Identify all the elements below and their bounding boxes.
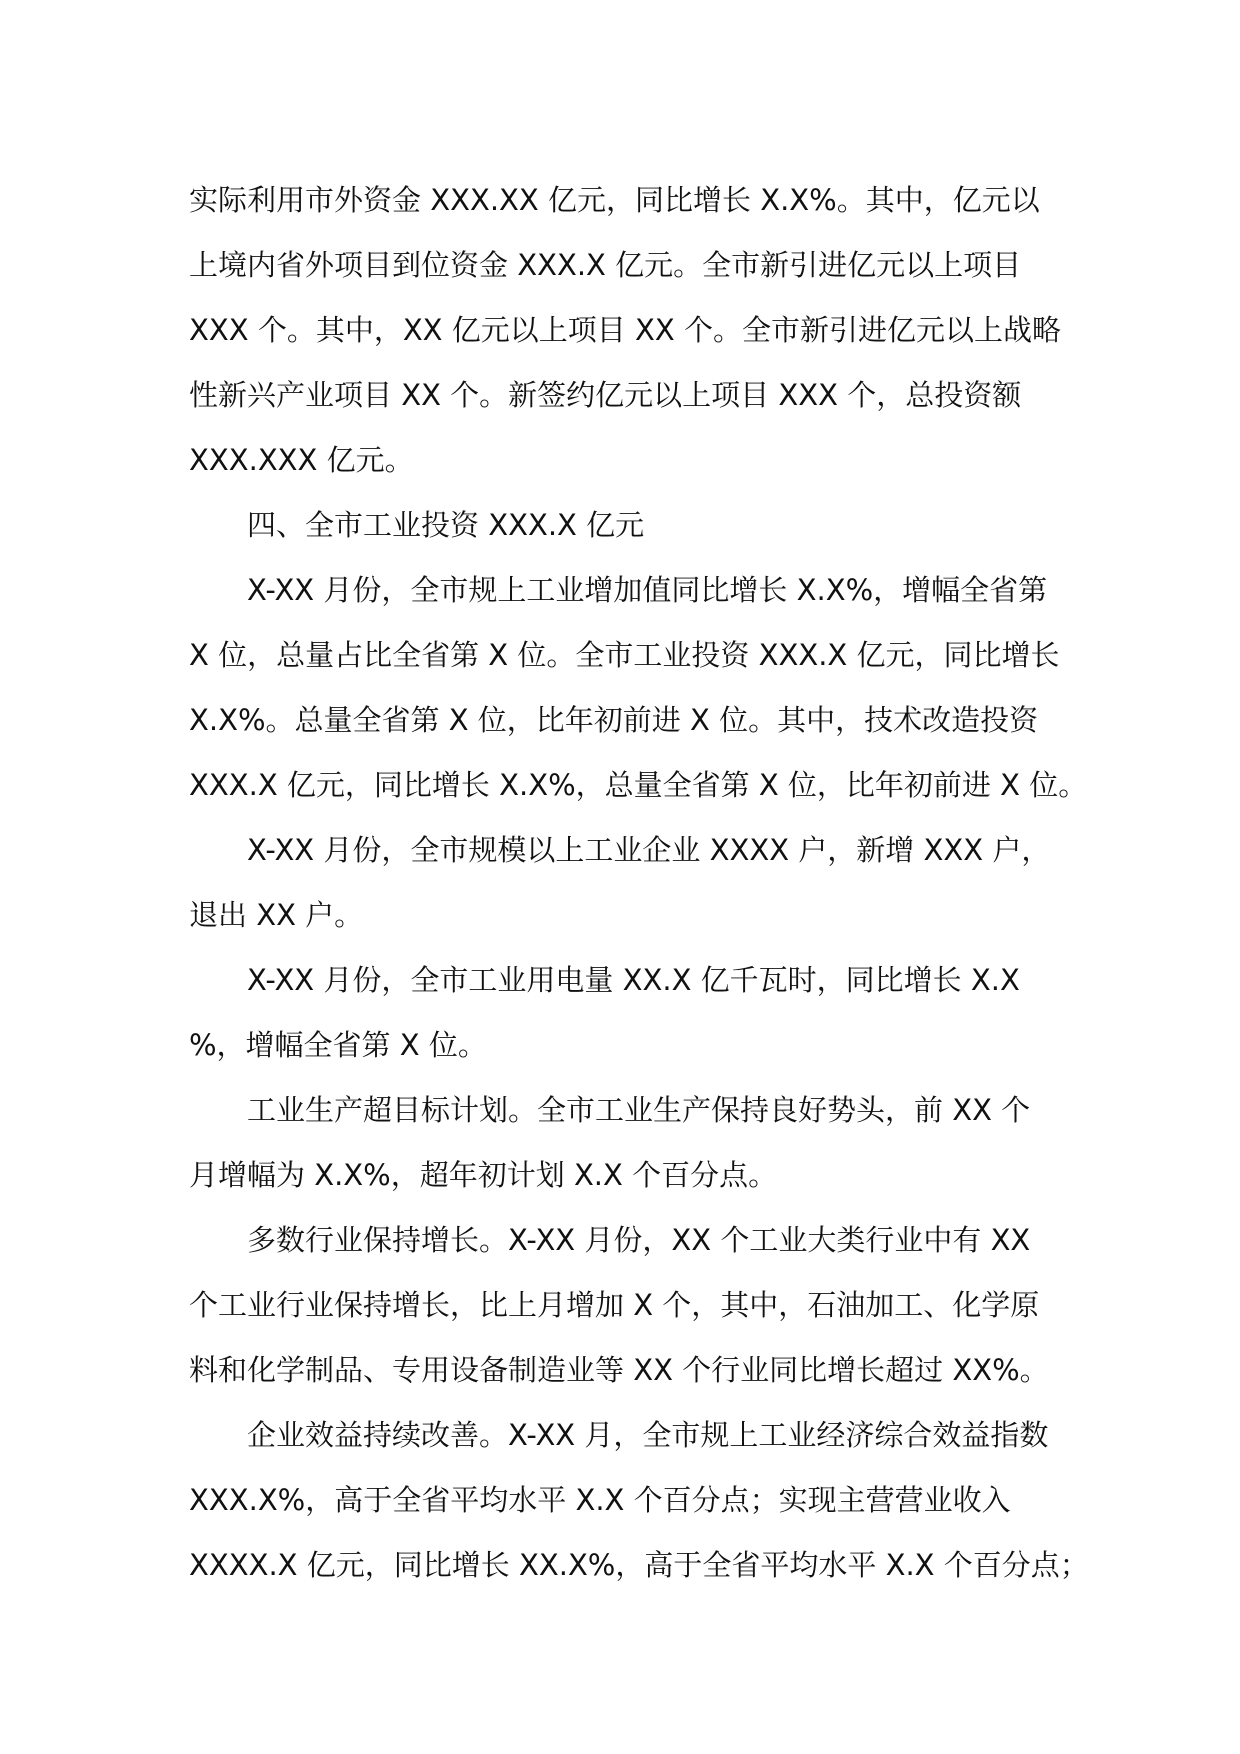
text-line: 个工业行业保持增长，比上月增加 X 个，其中，石油加工、化学原: [189, 1288, 1040, 1322]
text-line: 实际利用市外资金 XXX.XX 亿元，同比增长 X.X%。其中，亿元以: [189, 183, 1040, 217]
section-heading: 四、全市工业投资 XXX.X 亿元: [247, 508, 645, 542]
text-line: 工业生产超目标计划。全市工业生产保持良好势头，前 XX 个: [247, 1093, 1031, 1127]
text-line: X-XX 月份，全市规模以上工业企业 XXXX 户，新增 XXX 户，: [247, 833, 1051, 867]
text-line: XXX.X 亿元，同比增长 X.X%，总量全省第 X 位，比年初前进 X 位。: [189, 768, 1088, 802]
text-line: XXX.X%，高于全省平均水平 X.X 个百分点；实现主营营业收入: [189, 1483, 1011, 1517]
document-body: [189, 168, 1089, 1598]
text-line: %，增幅全省第 X 位。: [189, 1028, 487, 1062]
text-line: X-XX 月份，全市工业用电量 XX.X 亿千瓦时，同比增长 X.X: [247, 963, 1020, 997]
text-line: XXXX.X 亿元，同比增长 XX.X%，高于全省平均水平 X.X 个百分点；: [189, 1548, 1089, 1582]
text-line: X.X%。总量全省第 X 位，比年初前进 X 位。其中，技术改造投资: [189, 703, 1039, 737]
text-line: X 位，总量占比全省第 X 位。全市工业投资 XXX.X 亿元，同比增长: [189, 638, 1060, 672]
text-line: 性新兴产业项目 XX 个。新签约亿元以上项目 XXX 个，总投资额: [189, 378, 1022, 412]
text-line: XXX 个。其中，XX 亿元以上项目 XX 个。全市新引进亿元以上战略: [189, 313, 1061, 347]
text-line: 多数行业保持增长。X-XX 月份，XX 个工业大类行业中有 XX: [247, 1223, 1031, 1257]
text-line: 企业效益持续改善。X-XX 月，全市规上工业经济综合效益指数: [247, 1418, 1049, 1452]
text-line: X-XX 月份，全市规上工业增加值同比增长 X.X%，增幅全省第: [247, 573, 1048, 607]
text-line: XXX.XXX 亿元。: [189, 443, 414, 477]
text-line: 退出 XX 户。: [189, 898, 364, 932]
text-line: 月增幅为 X.X%，超年初计划 X.X 个百分点。: [189, 1158, 778, 1192]
text-line: 上境内省外项目到位资金 XXX.X 亿元。全市新引进亿元以上项目: [189, 248, 1022, 282]
text-line: 料和化学制品、专用设备制造业等 XX 个行业同比增长超过 XX%。: [189, 1353, 1049, 1387]
